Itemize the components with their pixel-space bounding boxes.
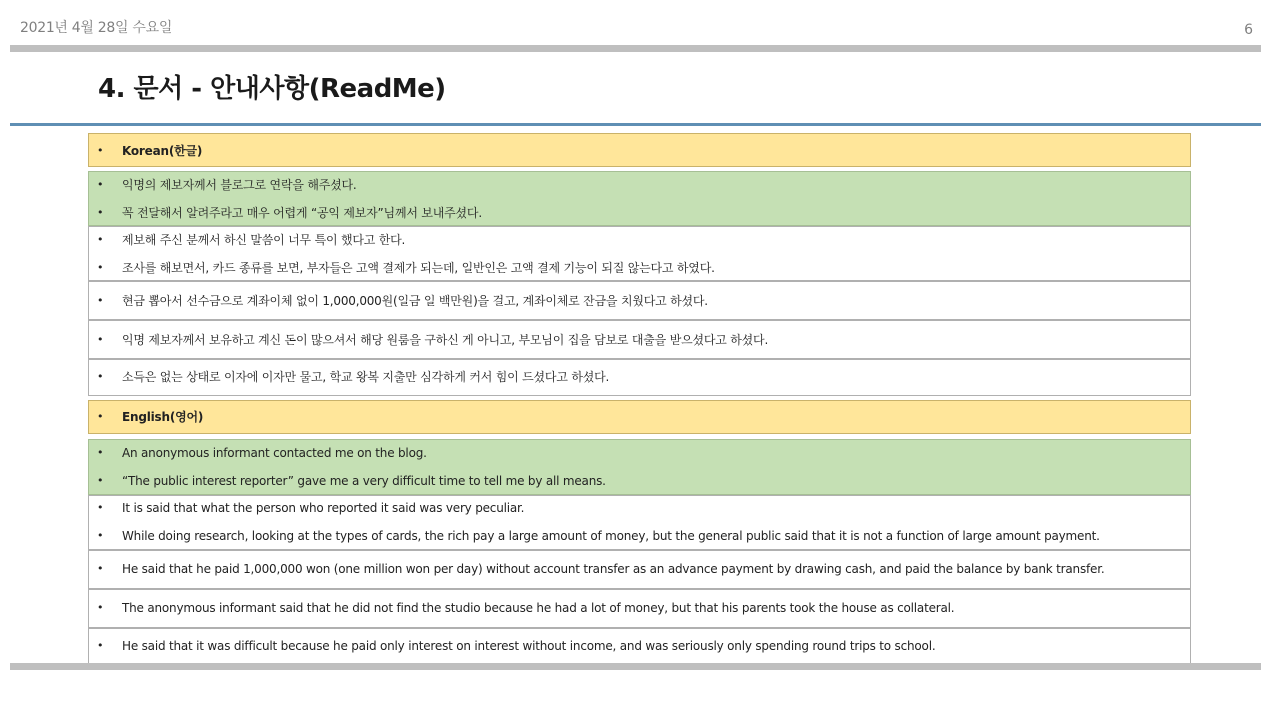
table-row [88, 171, 1191, 226]
list-item [89, 175, 1190, 195]
list-item [89, 407, 1190, 427]
table-row [88, 226, 1191, 281]
table-row [88, 320, 1191, 359]
bullet-icon: • [97, 178, 104, 191]
list-item [89, 258, 1190, 278]
bullet-icon: • [97, 529, 104, 542]
bullet-icon: • [97, 474, 104, 487]
bullet-icon: • [97, 233, 104, 246]
list-item-text: It is said that what the person who reported it said was very peculiar. [122, 501, 525, 515]
date-label: 2021년 4월 28일 수요일 [20, 20, 173, 36]
list-item [89, 443, 1190, 463]
list-item [89, 291, 1190, 311]
list-item-text: “The public interest reporter” gave me a very difficult time to tell me by all means. [122, 474, 606, 488]
bullet-icon: • [97, 410, 104, 423]
list-item-text: 익명 제보자께서 보유하고 계신 돈이 많으셔서 해당 원룸을 구하신 게 아니고, 부모님이 집을 담보로 대출을 받으셨다고 하셨다. [122, 333, 769, 347]
list-item [89, 636, 1190, 656]
bullet-icon: • [97, 144, 104, 157]
list-item-text: He said that it was difficult because he paid only interest on interest without income, and was seriously only spending round trips to school. [122, 639, 936, 653]
list-item-text: English(영어) [122, 410, 204, 424]
table-row [88, 550, 1191, 589]
bullet-icon: • [97, 601, 104, 614]
list-item [89, 230, 1190, 250]
bullet-icon: • [97, 294, 104, 307]
list-item-text: 익명의 제보자께서 블로그로 연락을 해주셨다. [122, 178, 357, 192]
table-row [88, 628, 1191, 664]
bullet-icon: • [97, 370, 104, 383]
bullet-icon: • [97, 501, 104, 514]
bullet-icon: • [97, 639, 104, 652]
list-item [89, 498, 1190, 518]
page-title: 4. 문서 - 안내사항(ReadMe) [98, 74, 446, 104]
list-item-text: 꼭 전달해서 알려주라고 매우 어렵게 “공익 제보자”님께서 보내주셨다. [122, 206, 482, 220]
list-item [89, 330, 1190, 350]
list-item [89, 471, 1190, 491]
table-row [88, 439, 1191, 495]
list-item [89, 598, 1190, 618]
list-item-text: 현금 뽑아서 선수금으로 계좌이체 없이 1,000,000원(일금 일 백만원)을 걸고, 계좌이체로 잔금을 치웠다고 하셨다. [122, 294, 708, 308]
bottom-divider [10, 663, 1261, 670]
list-item [89, 141, 1190, 161]
section-header [88, 400, 1191, 434]
table-row [88, 589, 1191, 628]
bullet-icon: • [97, 562, 104, 575]
list-item [89, 559, 1190, 579]
bullet-icon: • [97, 446, 104, 459]
list-item-text: 소득은 없는 상태로 이자에 이자만 물고, 학교 왕복 지출만 심각하게 커서 힘이 드셨다고 하셨다. [122, 370, 610, 384]
table-row [88, 281, 1191, 320]
list-item [89, 526, 1190, 546]
list-item-text: An anonymous informant contacted me on the blog. [122, 446, 427, 460]
list-item [89, 203, 1190, 223]
list-item-text: 제보해 주신 분께서 하신 말씀이 너무 특이 했다고 한다. [122, 233, 406, 247]
bullet-icon: • [97, 206, 104, 219]
list-item-text: 조사를 해보면서, 카드 종류를 보면, 부자들은 고액 결제가 되는데, 일반인은 고액 결제 기능이 되질 않는다고 하였다. [122, 261, 715, 275]
page-number: 6 [1244, 22, 1253, 38]
bullet-icon: • [97, 333, 104, 346]
list-item-text: He said that he paid 1,000,000 won (one million won per day) without account transfer as an advance payment by drawing cash, and paid the balance by bank transfer. [122, 562, 1105, 576]
list-item-text: Korean(한글) [122, 144, 203, 158]
list-item-text: The anonymous informant said that he did not find the studio because he had a lot of money, but that his parents took the house as collateral. [122, 601, 955, 615]
section-header [88, 133, 1191, 167]
bullet-icon: • [97, 261, 104, 274]
list-item-text: While doing research, looking at the types of cards, the rich pay a large amount of money, but the general public said that it is not a function of large amount payment. [122, 529, 1100, 543]
table-row [88, 359, 1191, 396]
list-item [89, 367, 1190, 387]
table-row [88, 495, 1191, 550]
